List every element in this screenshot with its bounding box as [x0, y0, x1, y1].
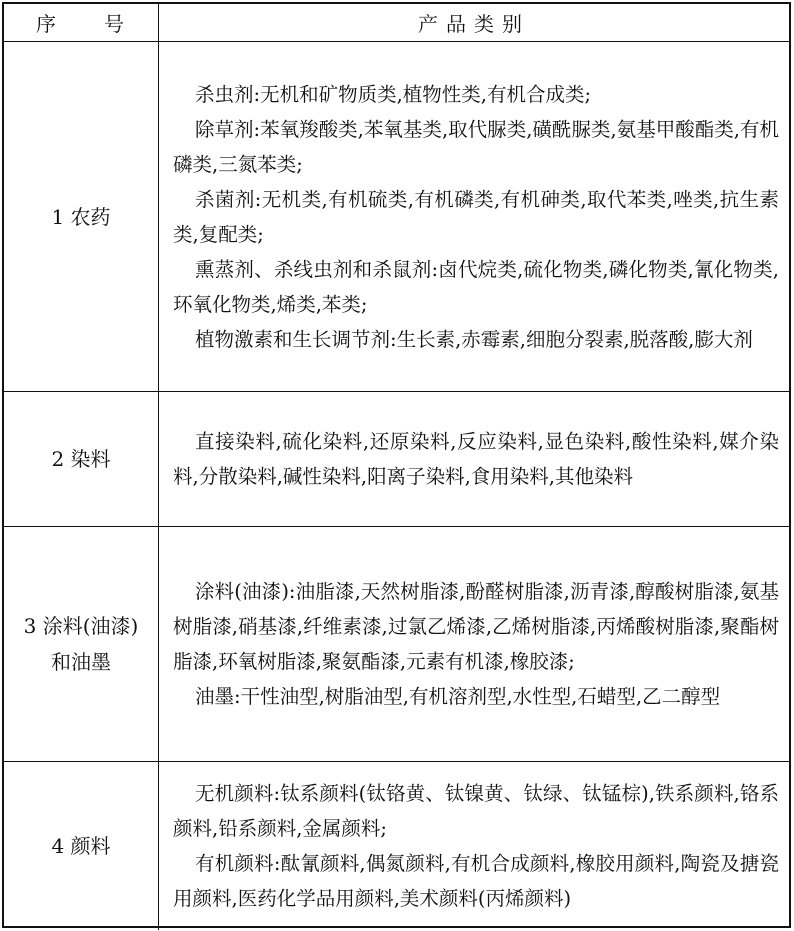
row-3-label-line-2: 和油墨 [51, 650, 111, 674]
row-2-label [4, 392, 159, 527]
row-1-para: 杀菌剂:无机类,有机硫类,有机磷类,有机砷类,取代苯类,唑类,抗生素类,复配类; [173, 187, 779, 246]
product-category-table [2, 2, 791, 928]
row-4-label [4, 762, 159, 930]
header-serial [4, 4, 159, 42]
row-1-para: 除草剂:苯氧羧酸类,苯氧基类,取代脲类,磺酰脲类,氨基甲酸酯类,有机磷类,三氮苯类; [173, 117, 779, 176]
row-1-label [4, 42, 159, 392]
row-4-content [159, 762, 789, 930]
header-serial-char-1: 序 [36, 12, 58, 36]
row-3-para: 涂料(油漆):油脂漆,天然树脂漆,酚醛树脂漆,沥青漆,醇酸树脂漆,氨基树脂漆,硝基漆,纤维素漆,过氯乙烯漆,乙烯树脂漆,丙烯酸树脂漆,聚酯树脂漆,环氧树脂漆,聚氨酯漆,元素有机漆,橡胶漆; [173, 580, 779, 673]
row-3-label [4, 527, 159, 762]
row-1-para: 熏蒸剂、杀线虫剂和杀鼠剂:卤代烷类,硫化物类,磷化物类,氰化物类,环氧化物类,烯类,苯类; [173, 257, 779, 316]
row-3-label-line-1: 3 涂料(油漆) [23, 614, 139, 638]
row-4-para: 有机颜料:酞氰颜料,偶氮颜料,有机合成颜料,橡胶用颜料,陶瓷及搪瓷用颜料,医药化学品用颜料,美术颜料(丙烯颜料) [173, 852, 779, 910]
header-category: 产品类别 [159, 4, 789, 42]
row-1-label-line: 1 农药 [51, 204, 111, 229]
row-3-para: 油墨:干性油型,树脂油型,有机溶剂型,水性型,石蜡型,乙二醇型 [195, 685, 721, 708]
row-2-para: 直接染料,硫化染料,还原染料,反应染料,显色染料,酸性染料,媒介染料,分散染料,碱性染料,阳离子染料,食用染料,其他染料 [173, 430, 779, 488]
row-1-para: 杀虫剂:无机和矿物质类,植物性类,有机合成类; [195, 82, 592, 106]
row-1-para: 植物激素和生长调节剂:生长素,赤霉素,细胞分裂素,脱落酸,膨大剂 [195, 327, 753, 351]
header-serial-char-2: 号 [104, 12, 126, 36]
row-4-label-line: 4 颜料 [51, 834, 111, 858]
row-2-content [159, 392, 789, 527]
row-3-content [159, 527, 789, 762]
row-4-para: 无机颜料:钛系颜料(钛铬黄、钛镍黄、钛绿、钛锰棕),铁系颜料,铬系颜料,铅系颜料,金属颜料; [173, 782, 779, 840]
row-2-label-line: 2 染料 [51, 447, 111, 471]
row-1-content [159, 42, 789, 392]
